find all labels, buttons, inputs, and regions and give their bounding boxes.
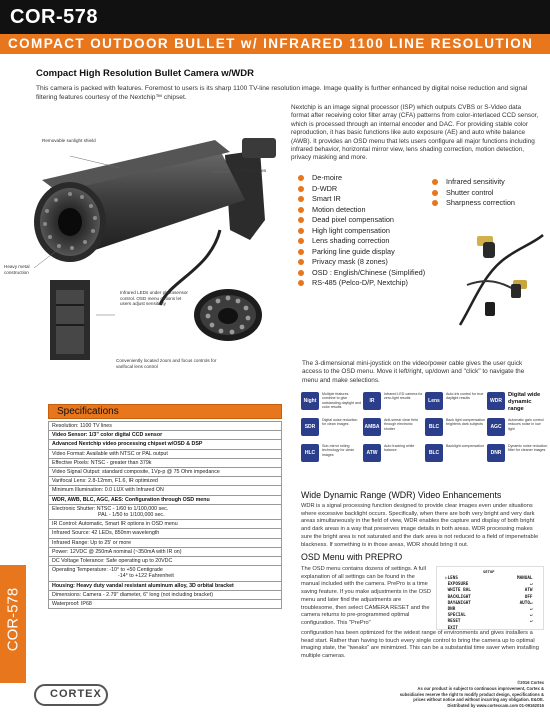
amba-icon: AMBA xyxy=(363,418,381,436)
feature-icon-cell xyxy=(301,444,363,466)
feature-item xyxy=(430,188,515,199)
table-row xyxy=(49,477,282,486)
icon-label: Auto tracking white balance xyxy=(384,444,415,453)
sdr-icon: SDR xyxy=(301,418,319,436)
osd-screen-menu: ▷LENS EXPOSURE WHITE BAL BACKLIGHT DAY&NIGHT DNR SPECIAL RESET EXIT xyxy=(445,576,471,631)
joystick-description: The 3-dimensional mini-joystick on the video/power cable gives the user quick access to the OSD menu. Move it left/right, up/down and "click" to navigate the menu and make selections. xyxy=(302,360,525,384)
table-row xyxy=(49,431,282,440)
bullet-icon xyxy=(298,196,304,202)
icon-label: Back light compensation brightens dark subjects xyxy=(446,418,485,427)
feature-item xyxy=(430,177,515,188)
spec-line: Operating Temperature: -10° to +50 Centigrade xyxy=(52,567,163,574)
icon-label: Digital noise reduction for clean images xyxy=(322,418,358,427)
blc-icon: BLC xyxy=(425,444,443,462)
table-row xyxy=(49,600,282,609)
feature-label: Smart IR xyxy=(312,194,341,203)
camera-illustration xyxy=(4,130,290,370)
footer-note xyxy=(292,680,544,709)
spec-cell: Effective Pixels: NTSC - greater than 379k xyxy=(49,458,282,467)
bullet-icon xyxy=(298,217,304,223)
feature-label: OSD : English/Chinese (Simplified) xyxy=(312,267,426,277)
feature-item xyxy=(296,257,425,268)
camera-image xyxy=(20,130,290,370)
bullet-icon xyxy=(298,280,304,286)
footer-line: As our product is subject to continuous improvement, Cortex & xyxy=(417,685,544,691)
table-row xyxy=(49,557,282,566)
spec-cell: Minimum Illumination: 0.0 LUX with Infrared ON xyxy=(49,486,282,495)
spec-cell: Power: 12VDC @ 250mA nominal (~350mA with IR on) xyxy=(49,547,282,556)
side-tab-label: COR-578 xyxy=(4,587,22,652)
atw-icon: ATW xyxy=(363,444,381,462)
feature-item xyxy=(296,194,425,205)
spec-cell: Video Sensor: 1/3" color digital CCD sensor xyxy=(49,431,282,440)
model-number: COR-578 xyxy=(10,6,98,28)
callout-zoom-focus: Conveniently located zoom and focus controls for varifocal lens control xyxy=(116,358,217,369)
feature-icon-cell xyxy=(487,418,549,440)
feature-item xyxy=(430,198,515,209)
feature-item xyxy=(296,226,425,237)
bullet-icon xyxy=(432,200,438,206)
feature-icon-cell xyxy=(425,392,487,414)
icon-label: Multiple features combine to give outstanding daylight and color results xyxy=(322,392,361,410)
spec-cell xyxy=(49,566,282,581)
feature-item xyxy=(296,278,425,289)
night-icon: Night xyxy=(301,392,319,410)
table-row xyxy=(49,495,282,504)
spec-line: -14° to +122 Fahrenheit xyxy=(118,573,174,580)
callout-security-screws: Security screws xyxy=(234,168,267,173)
table-row xyxy=(49,538,282,547)
footer-line: Distributed by www.cortexcam.com 01-09162016 xyxy=(447,703,544,709)
icon-label: Backlight compensation xyxy=(446,444,484,448)
bullet-icon xyxy=(298,207,304,213)
icon-label: Automatic gain control reduces noise in low light xyxy=(508,418,544,431)
features-list-right xyxy=(430,177,515,209)
intro-title: Compact High Resolution Bullet Camera w/WDR xyxy=(36,68,254,79)
bullet-icon xyxy=(298,228,304,234)
spec-cell: DC Voltage Tolerance: Safe operating up to 20VDC xyxy=(49,557,282,566)
icon-label: Auto-iris control for true daylight results xyxy=(446,392,484,401)
feature-label: Dead pixel compensation xyxy=(312,215,394,224)
feature-icon-cell xyxy=(301,392,363,414)
feature-label: D-WDR xyxy=(312,183,338,193)
feature-item xyxy=(296,236,425,247)
bullet-icon xyxy=(298,238,304,244)
joystick-cable-illustration xyxy=(455,230,545,330)
bullet-icon xyxy=(298,186,304,192)
table-row xyxy=(49,581,282,590)
feature-icon-cell xyxy=(487,444,549,466)
wdr-text: WDR is a signal processing function designed to provide clear images even under situations where excessive backlight occurs. Specifically, when there are both very bright and very dark areas simultaneously in the field of view, WDR enables the capture and display of both bright and dark areas in a way that preserves image details in both areas. WDR processing makes sure the bright area is not saturated and the dark area is not reduced to a field of impenetrable blackness. If something is in those areas, WDR should bring it out. xyxy=(301,503,539,548)
logo-text: CORTEX xyxy=(50,688,102,700)
feature-label: High light compensation xyxy=(312,225,390,235)
table-row xyxy=(49,520,282,529)
specs-table xyxy=(48,421,282,609)
hlc-icon: HLC xyxy=(301,444,319,462)
feature-item xyxy=(296,268,425,279)
feature-icon-cell xyxy=(363,444,425,466)
spec-cell xyxy=(49,504,282,519)
isp-description: Nextchip is an image signal processor (ISP) which outputs CVBS or S-Video data format after receiving color filter array (CFA) patterns from color-interlaced CCD sensor, which is processed through an internal encoder and DAC. For providing stable color reproduction, it has basic functions like auto exposure (AE) and auto white balance (AWB). It provides an OSD menu that lets users configure all major functions including infrared behavior, horizontal mirror view, lens shading correction, motion detection, privacy masking and more. xyxy=(291,104,539,162)
feature-label: Shutter control xyxy=(446,187,494,197)
table-row xyxy=(49,486,282,495)
feature-icon-cell xyxy=(487,392,549,414)
spec-cell: Housing: Heavy duty vandal resistant aluminum alloy, 3D orbital bracket xyxy=(49,581,282,590)
product-title: COMPACT OUTDOOR BULLET w/ INFRARED 1100 LINE RESOLUTION xyxy=(8,36,534,51)
callout-ir-leds: Infrared LEDs under photosensor control. OSD menu options let users adjust sensitivity xyxy=(120,290,188,307)
table-row xyxy=(49,440,282,449)
cable-image xyxy=(455,230,545,330)
feature-icon-cell xyxy=(301,418,363,440)
spec-line: PAL - 1/50 to 1/100,000 sec. xyxy=(98,512,165,519)
lens-icon: Lens xyxy=(425,392,443,410)
wdr-heading: Wide Dynamic Range (WDR) Video Enhancements xyxy=(301,490,502,500)
callout-sunlight-shield: Removable sunlight shield xyxy=(42,138,96,143)
footer-line: prices without notice and without incurring any obligation. E&OE. xyxy=(413,697,544,703)
table-row xyxy=(49,566,282,581)
osd-menu-screen xyxy=(436,566,544,630)
intro-text: This camera is packed with features. Foremost to users is its sharp 1100 TV-line resolution image. Image quality is further enhanced by digital noise reduction and signal filtering features courtesy of the Nextchip™ chipset. xyxy=(36,85,528,101)
feature-label: Parking line guide display xyxy=(312,246,395,256)
feature-item xyxy=(296,184,425,195)
spec-cell: Waterproof: IP68 xyxy=(49,600,282,609)
feature-item xyxy=(296,215,425,226)
osd-screen-header: SETUP xyxy=(483,569,495,574)
spec-cell: Resolution: 1100 TV lines xyxy=(49,422,282,431)
icon-label: Sub-mirror rolling technology for clean images xyxy=(322,444,355,457)
bullet-icon xyxy=(298,249,304,255)
bullet-icon xyxy=(298,270,304,276)
spec-cell: Varifocal Lens: 2.8-12mm, F1.6, IR optimized xyxy=(49,477,282,486)
table-row xyxy=(49,590,282,599)
feature-item xyxy=(296,173,425,184)
icon-label: Infrared LED camera for zero-light results xyxy=(384,392,423,401)
table-row xyxy=(49,458,282,467)
spec-cell: Advanced Nextchip video processing chipset w/OSD & DSP xyxy=(49,440,282,449)
table-row xyxy=(49,449,282,458)
feature-label: Infrared sensitivity xyxy=(446,177,505,186)
feature-icon-cell xyxy=(363,392,425,414)
side-tab xyxy=(0,565,26,683)
feature-item xyxy=(296,205,425,216)
osd-text: The OSD menu contains dozens of settings. A full explanation of all settings can be found in the manual included with the camera. PrePro is a time saving feature. If you make adjustments in the OSD menu and later find the adjustments are troublesome, then select CAMERA RESET and the camera returns to pre-programmed optimal configuration. This "PrePro" xyxy=(301,566,431,626)
wdr-icon: WDR xyxy=(487,392,505,410)
icon-label: Anti-smear clear field through electronic shutter xyxy=(384,418,418,431)
cortex-logo xyxy=(34,684,108,706)
feature-icon-cell xyxy=(425,444,487,466)
specs-heading-label: Specifications xyxy=(57,406,119,417)
dnr-icon: DNR xyxy=(487,444,505,462)
agc-icon: AGC xyxy=(487,418,505,436)
osd-screen-values: MANUAL ↵ ATW OFF AUTO↵ ↵ ↵ ↵ xyxy=(517,576,533,625)
feature-label: Privacy mask (8 zones) xyxy=(312,257,388,266)
blc-icon: BLC xyxy=(425,418,443,436)
spec-cell: Video Format: Available with NTSC or PAL output xyxy=(49,449,282,458)
feature-icon-cell xyxy=(425,418,487,440)
table-row xyxy=(49,529,282,538)
features-list-left xyxy=(296,173,425,289)
feature-label: Motion detection xyxy=(312,204,366,214)
table-row xyxy=(49,422,282,431)
feature-icon-grid xyxy=(301,392,547,486)
feature-label: RS-485 (Pelco-D/P, Nextchip) xyxy=(312,278,408,287)
icon-label: Dynamic noise reduction filter for cleaner images xyxy=(508,444,548,453)
footer-line: subsidiaries reserve the right to modify product design, specifications & xyxy=(399,691,544,697)
icon-label: Digital wide dynamic range xyxy=(508,392,541,412)
feature-label: De-moire xyxy=(312,173,343,182)
spec-line: Electronic Shutter: NTSC - 1/60 to 1/100,000 sec. xyxy=(52,505,169,512)
title-bar xyxy=(0,34,550,54)
feature-label: Sharpness correction xyxy=(446,198,515,207)
spec-cell: IR Control: Automatic, Smart IR options in OSD menu xyxy=(49,520,282,529)
spec-cell: Infrared Source: 42 LEDs, 850nm wavelength xyxy=(49,529,282,538)
footer-copyright: ©2016 Cortex xyxy=(517,680,544,685)
ir-icon: IR xyxy=(363,392,381,410)
spec-cell: WDR, AWB, BLC, AGC, AES: Configuration through OSD menu xyxy=(49,495,282,504)
feature-label: Lens shading correction xyxy=(312,236,390,245)
table-row xyxy=(49,547,282,556)
bullet-icon xyxy=(432,179,438,185)
table-row xyxy=(49,468,282,477)
osd-text-continued: configuration has been optimized for the widest range of environments and gives installers a head start. Rather than having to touch every single control to bring the camera up to optimal imaging state, the "tweaks" are minimized. This can be a substantial time saver when installing multiple cameras. xyxy=(301,630,539,660)
specs-heading xyxy=(48,404,282,419)
spec-cell: Infrared Range: Up to 25' or more xyxy=(49,538,282,547)
spec-cell: Dimensions: Camera - 2.79" diameter, 6" long (not including bracket) xyxy=(49,590,282,599)
bullet-icon xyxy=(298,259,304,265)
spec-cell: Video Signal Output: standard composite, 1Vp-p @ 75 Ohm impedance xyxy=(49,468,282,477)
feature-item xyxy=(296,247,425,258)
header-bar xyxy=(0,0,550,34)
bullet-icon xyxy=(432,190,438,196)
bullet-icon xyxy=(298,175,304,181)
feature-icon-cell xyxy=(363,418,425,440)
osd-heading: OSD Menu with PREPRO xyxy=(301,552,403,562)
callout-heavy-metal: Heavy metal construction xyxy=(4,264,30,275)
table-row xyxy=(49,504,282,519)
